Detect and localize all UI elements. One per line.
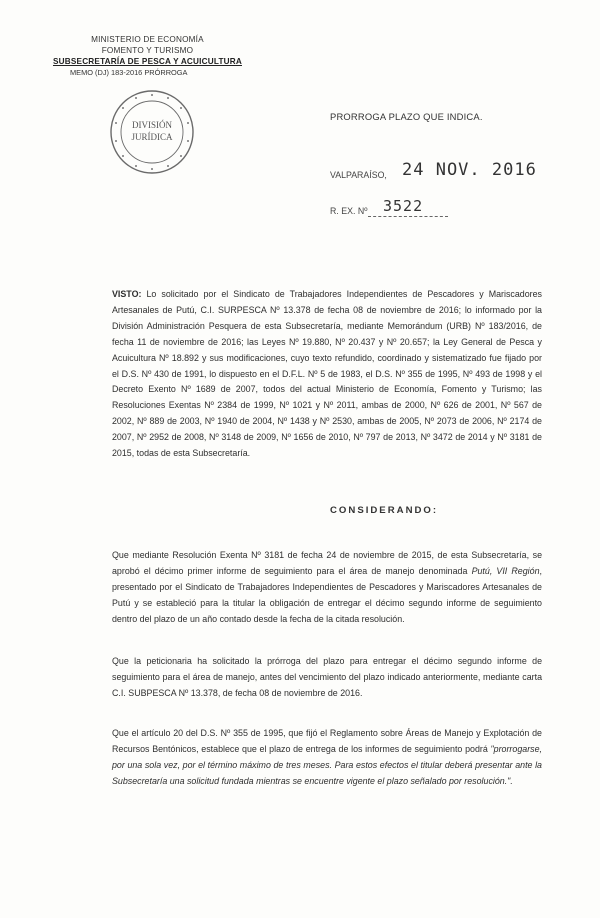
memo-reference: MEMO (DJ) 183-2016 PRÓRROGA (70, 68, 188, 77)
regulation-quote: "prorrogarse, por una sola vez, por el término máximo de tres meses. Para estos efectos el titular deberá presentar ante la Subsecretaría una solicitud fundada mientras se encuentre vigente el plazo señalado por resolución.". (112, 743, 542, 786)
p1-text-a: Que mediante Resolución Exenta Nº 3181 de fecha 24 de noviembre de 2015, de esta Subsecretaría, se aprobó el décimo primer informe de seguimiento para el área de manejo denominada (112, 550, 542, 576)
p3-text-a: Que el artículo 20 del D.S. Nº 355 de 1995, que fijó el Reglamento sobre Áreas de Manejo y Explotación de Recursos Bentónicos, establece que el plazo de entrega de los informes de seguimiento podrá (112, 728, 542, 754)
document-subject: PRORROGA PLAZO QUE INDICA. (330, 111, 483, 122)
document-date: 24 NOV. 2016 (402, 160, 537, 180)
ministry-name: MINISTERIO DE ECONOMÍA (91, 35, 204, 44)
place-label: VALPARAÍSO, (330, 170, 387, 180)
visto-paragraph (112, 287, 542, 462)
rex-label: R. EX. Nº (330, 206, 368, 216)
tourism-line: FOMENTO Y TURISMO (101, 46, 194, 55)
subsecretaria-name: SUBSECRETARÍA DE PESCA Y ACUICULTURA (52, 57, 242, 66)
considerando-paragraph-2: Que la peticionaria ha solicitado la prórroga del plazo para entregar el décimo segundo informe de seguimiento para el área de manejo, antes del vencimiento del plazo indicado anteriormente, mediante carta C.I. SUBPESCA Nº 13.378, de fecha 08 de noviembre de 2016. (112, 656, 542, 698)
visto-text: Lo solicitado por el Sindicato de Trabajadores Independientes de Pescadores y Mariscadores Artesanales de Putú, C.I. SURPESCA Nº 13.378 de fecha 08 de noviembre de 2016; lo informado por la División Administración Pesquera de esta Subsecretaría, mediante Memorándum (URB) Nº 183/2016, de fecha 11 de noviembre de 2016; las Leyes Nº 19.880, Nº 20.437 y Nº 20.657; la Ley General de Pesca y Acuicultura Nº 18.892 y sus modificaciones, cuyo texto refundido, coordinado y sistematizado fue fijado por el D.S. Nº 430 de 1991, lo dispuesto en el D.F.L. Nº 5 de 1983, el D.S. Nº 355 de 1995, Nº 493 de 1998 y el Decreto Exento Nº 1689 de 2007, todos del actual Ministerio de Economía, Fomento y Turismo; las Resoluciones Exentas Nº 2384 de 1999, Nº 1021 y Nº 2011, ambas de 2000, Nº 626 de 2001, Nº 567 de 2002, Nº 889 de 2003, Nº 1940 de 2004, Nº 1438 y Nº 2530, ambas de 2005, Nº 2073 de 2006, Nº 2174 de 2007, Nº 2952 de 2008, Nº 3148 de 2009, Nº 1656 de 2010, Nº 797 de 2013, Nº 3472 de 2014 y Nº 3181 de 2015, todas de esta Subsecretaría. (112, 289, 542, 459)
stamp-line-1: DIVISIÓN (132, 120, 172, 130)
rex-underline (368, 216, 448, 217)
letterhead (40, 34, 255, 78)
stamp-line-2: JURÍDICA (131, 132, 173, 142)
rex-number: 3522 (383, 197, 424, 215)
area-name: Putú, VII Región (471, 565, 540, 576)
considerando-heading: CONSIDERANDO: (330, 505, 439, 516)
considerando-paragraph-3 (112, 726, 542, 790)
considerando-paragraph-1 (112, 548, 542, 628)
division-juridica-stamp (108, 88, 196, 176)
p1-text-b: , presentado por el Sindicato de Trabajadores Independientes de Pescadores y Mariscadores Artesanales de Putú y se estableció para la titular la obligación de entregar el décimo segundo informe de seguimiento dentro del plazo de un año contado desde la fecha de la citada resolución. (112, 565, 542, 624)
visto-label: VISTO: (112, 289, 142, 299)
